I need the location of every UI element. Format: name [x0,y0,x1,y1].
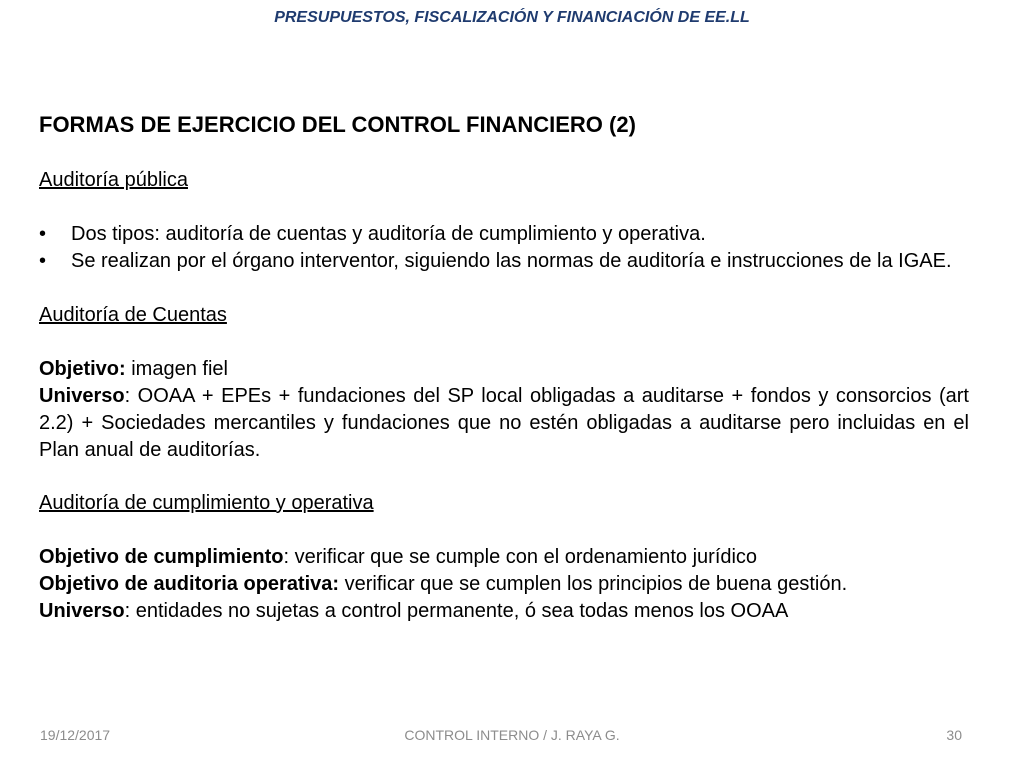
objetivo-operativa-text: verificar que se cumplen los principios de buena gestión. [339,573,848,595]
footer-page-number: 30 [946,727,962,743]
bullet-item [39,248,969,275]
bullet-marker: • [39,250,47,272]
section-title-auditoria-cumplimiento: Auditoría de cumplimiento y operativa [39,492,374,514]
universo-cumplimiento-label: Universo [39,600,125,622]
objetivo-line [39,356,969,383]
bullet-text: Dos tipos: auditoría de cuentas y auditoría de cumplimiento y operativa. [71,223,706,245]
objetivo-text: imagen fiel [125,358,228,380]
universo-label: Universo [39,385,125,407]
footer-date: 19/12/2017 [40,727,111,743]
universo-cumplimiento-text: : entidades no sujetas a control permanente, ó sea todas menos los OOAA [124,600,789,622]
objetivo-operativa-line [39,571,969,598]
footer-author: CONTROL INTERNO / J. RAYA G. [404,727,620,743]
universo-text: : OOAA + EPEs + fundaciones del SP local obligadas a auditarse + fondos y consorcios (art 2.2) + Sociedades mercantiles y fundaciones que no estén obligadas a auditarse pero incluidas en el Plan anual de auditorías. [39,385,969,461]
slide-header: PRESUPUESTOS, FISCALIZACIÓN Y FINANCIACIÓN DE EE.LL [274,9,750,26]
objetivo-operativa-label: Objetivo de auditoria operativa: [39,573,340,595]
universo-cumplimiento-line [39,598,969,625]
slide-content [39,110,969,625]
objetivo-label: Objetivo: [39,358,126,380]
section-title-auditoria-publica: Auditoría pública [39,169,188,191]
section-title-auditoria-cuentas: Auditoría de Cuentas [39,304,227,326]
objetivo-cumplimiento-text: : verificar que se cumple con el ordenamiento jurídico [283,546,758,568]
slide-title: FORMAS DE EJERCICIO DEL CONTROL FINANCIERO (2) [39,112,636,137]
universo-paragraph [39,383,969,464]
objetivo-cumplimiento-label: Objetivo de cumplimiento [39,546,284,568]
objetivo-cumplimiento-line [39,544,969,571]
bullet-item [39,221,969,248]
bullet-text: Se realizan por el órgano interventor, siguiendo las normas de auditoría e instrucciones de la IGAE. [71,250,952,272]
bullet-marker: • [39,223,47,245]
